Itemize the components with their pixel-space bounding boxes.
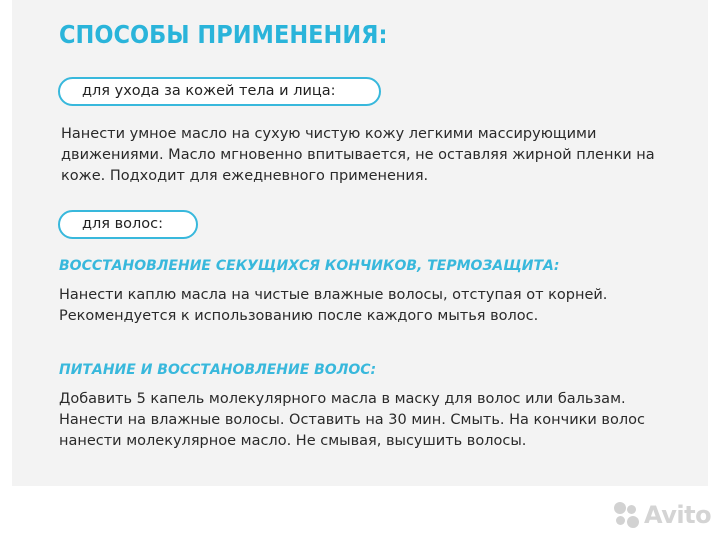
split-ends-text: Нанести каплю масла на чистые влажные волосы, отступая от корней. Рекомендуется к использованию после каждого мытья волос. <box>59 287 608 324</box>
avito-watermark-text: Avito <box>644 501 712 529</box>
avito-logo-icon <box>612 501 640 529</box>
split-ends-heading: ВОССТАНОВЛЕНИЕ СЕКУЩИХСЯ КОНЧИКОВ, ТЕРМОЗАЩИТА: <box>59 258 560 274</box>
nutrition-text: Добавить 5 капель молекулярного масла в маску для волос или бальзам. Нанести на влажные волосы. Оставить на 30 мин. Смыть. На кончики волос нанести молекулярное масло. Не смывая, высушить волосы. <box>59 391 645 449</box>
hair-label: для волос: <box>58 210 198 239</box>
body-care-label: для ухода за кожей тела и лица: <box>58 77 381 106</box>
body-care-text: Нанести умное масло на сухую чистую кожу легкими массирующими движениями. Масло мгновенно впитывается, не оставляя жирной пленки на коже. Подходит для ежедневного применения. <box>61 126 655 184</box>
nutrition-heading: ПИТАНИЕ И ВОССТАНОВЛЕНИЕ ВОЛОС: <box>59 362 377 378</box>
page-title: СПОСОБЫ ПРИМЕНЕНИЯ: <box>59 20 388 49</box>
avito-watermark <box>612 500 711 530</box>
